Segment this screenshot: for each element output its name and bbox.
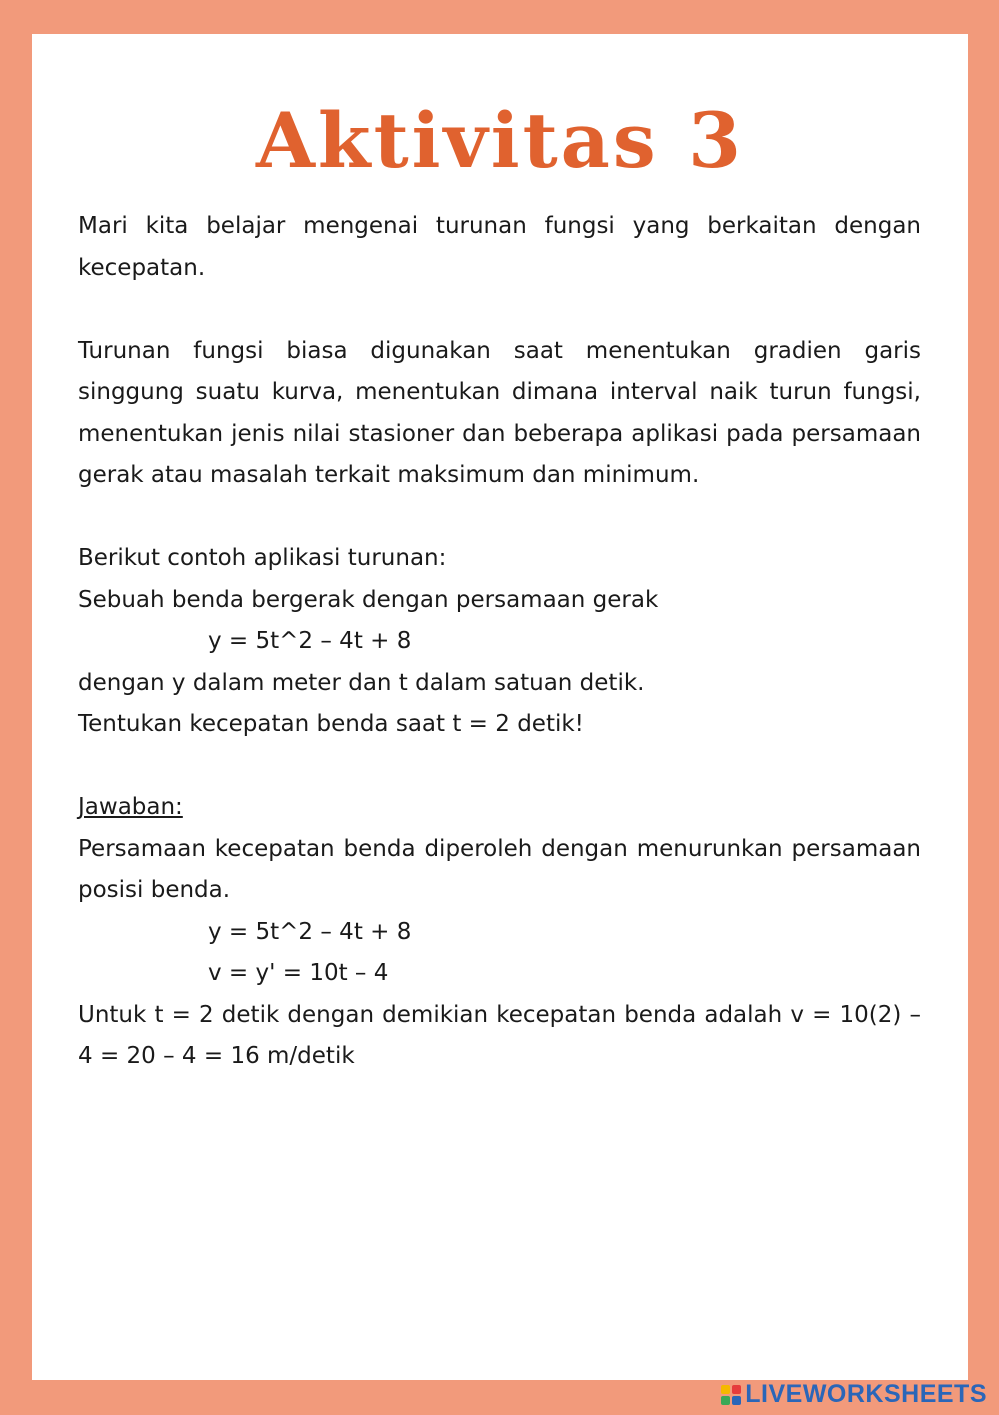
answer-conclusion: Untuk t = 2 detik dengan demikian kecepatan benda adalah v = 10(2) – 4 = 20 – 4 = 16 m/detik — [78, 1001, 921, 1069]
answer-velocity-equation: v = y' = 10t – 4 — [208, 960, 389, 986]
worksheet-content — [78, 206, 921, 1078]
liveworksheets-logo-icon — [721, 1385, 741, 1405]
intro-paragraph: Mari kita belajar mengenai turunan fungsi yang berkaitan dengan kecepatan. — [78, 213, 921, 281]
answer-label: Jawaban: — [78, 794, 183, 820]
example-units-line: dengan y dalam meter dan t dalam satuan detik. — [78, 669, 645, 696]
example-heading: Berikut contoh aplikasi turunan: — [78, 545, 447, 571]
example-problem-line: Sebuah benda bergerak dengan persamaan gerak — [78, 586, 659, 613]
answer-explanation: Persamaan kecepatan benda diperoleh dengan menurunkan persamaan posisi benda. — [78, 835, 921, 903]
liveworksheets-logo[interactable] — [721, 1380, 987, 1409]
worksheet-page — [32, 34, 968, 1380]
page-title: Aktivitas 3 — [255, 96, 745, 185]
derivative-uses-paragraph: Turunan fungsi biasa digunakan saat menentukan gradien garis singgung suatu kurva, menentukan dimana interval naik turun fungsi, menentukan jenis nilai stasioner dan beberapa aplikasi pada persamaan gerak atau masalah terkait maksimum dan minimum. — [78, 337, 921, 488]
motion-equation: y = 5t^2 – 4t + 8 — [208, 628, 412, 654]
answer-position-equation: y = 5t^2 – 4t + 8 — [208, 918, 412, 945]
example-question: Tentukan kecepatan benda saat t = 2 detik! — [78, 711, 584, 737]
liveworksheets-logo-text: LIVEWORKSHEETS — [745, 1380, 987, 1408]
